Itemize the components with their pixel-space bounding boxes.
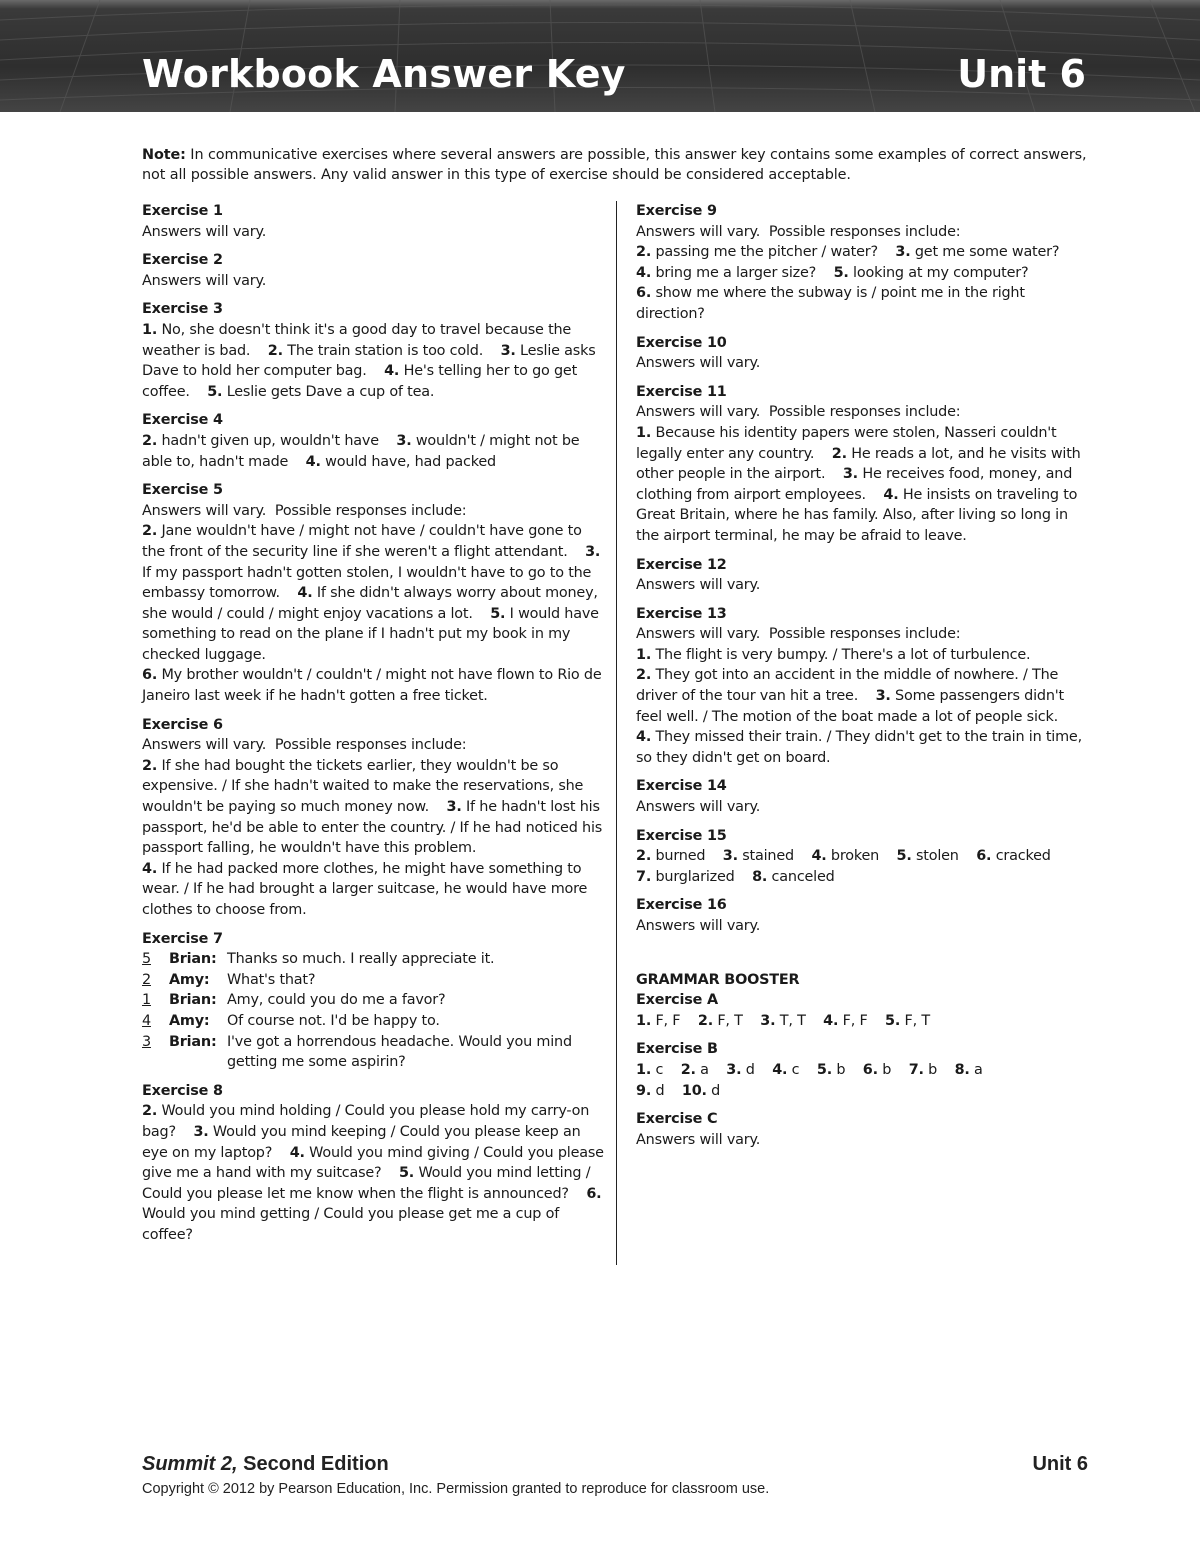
dialog-order-list xyxy=(142,949,604,1073)
answer-text: d xyxy=(706,1082,721,1099)
answer-text: Answers will vary. xyxy=(142,272,267,289)
answer-text: F, F xyxy=(651,1012,698,1029)
item-number: 2. xyxy=(636,244,652,261)
item-number: 1. xyxy=(142,321,158,338)
page-title: Workbook Answer Key xyxy=(142,52,626,96)
answer-text: If he had packed more clothes, he might have something to wear. / If he had brought a larger suitcase, he would have more clothes to choose from. xyxy=(142,860,592,918)
answer-text: Would you mind giving / Could you please give me a hand with my suitcase? xyxy=(142,1144,609,1182)
note-label: Note: xyxy=(142,147,186,163)
dialog-order-number: 1 xyxy=(142,992,151,1009)
exercise-block xyxy=(142,410,604,472)
footer-unit: Unit 6 xyxy=(1032,1453,1088,1475)
exercise-block xyxy=(636,895,1092,936)
answer-text: T, T xyxy=(775,1012,824,1029)
answer-paragraph xyxy=(636,1060,1092,1081)
exercise-title: Exercise 14 xyxy=(636,778,727,795)
answer-paragraph xyxy=(636,1081,1092,1102)
item-number: 6. xyxy=(586,1185,602,1202)
exercise-title: Exercise 2 xyxy=(142,252,223,269)
left-column xyxy=(142,201,609,1254)
item-number: 6. xyxy=(636,285,652,302)
unit-label: Unit 6 xyxy=(957,52,1086,96)
answer-text: d xyxy=(741,1061,773,1078)
item-number: 2. xyxy=(831,445,847,462)
item-number: 4. xyxy=(297,585,313,602)
item-number: 4. xyxy=(823,1012,839,1029)
answer-text: c xyxy=(651,1061,681,1078)
answer-paragraph xyxy=(142,320,604,402)
item-number: 3. xyxy=(842,466,858,483)
exercise-block xyxy=(636,333,1092,374)
answer-text: They got into an accident in the middle of nowhere. / The driver of the tour van hit a tree. xyxy=(636,667,1063,705)
item-number: 3. xyxy=(722,848,738,865)
answer-text: get me some water? xyxy=(910,244,1060,261)
item-number: 2. xyxy=(697,1012,713,1029)
answer-text: He's telling her to go get coffee. xyxy=(142,363,582,400)
answer-text: bring me a larger size? xyxy=(651,264,834,281)
exercise-answers xyxy=(142,320,604,402)
grammar-booster-heading: GRAMMAR BOOSTER xyxy=(636,971,800,988)
item-number: 2. xyxy=(142,757,158,774)
item-number: 10. xyxy=(681,1082,707,1099)
answer-paragraph xyxy=(636,846,1092,867)
answer-paragraph xyxy=(142,222,604,243)
exercise-answers xyxy=(636,1060,1092,1101)
answer-text: No, she doesn't think it's a good day to travel because the weather is bad. xyxy=(142,321,576,359)
exercise-answers xyxy=(636,916,1092,937)
exercise-answers xyxy=(142,271,604,292)
exercise-block xyxy=(636,990,1092,1031)
exercise-title: Exercise 13 xyxy=(636,605,727,622)
answer-text: burned xyxy=(651,848,723,865)
note-text: In communicative exercises where several answers are possible, this answer key contains some examples of correct answers, not all possible answers. Any valid answer in this type of exercise should be considered acceptable. xyxy=(142,147,1087,183)
answer-text: d xyxy=(651,1082,682,1099)
item-number: 5. xyxy=(885,1012,901,1029)
answer-paragraph xyxy=(636,1011,1092,1032)
item-number: 4. xyxy=(384,363,400,380)
exercise-answers xyxy=(636,353,1092,374)
exercise-title: Exercise 4 xyxy=(142,412,223,429)
exercise-answers xyxy=(636,1011,1092,1032)
exercise-title: Exercise 10 xyxy=(636,334,727,351)
dialog-speaker: Brian: xyxy=(169,992,217,1009)
exercise-block xyxy=(636,604,1092,769)
exercise-block xyxy=(142,715,607,921)
answer-text: If she had bought the tickets earlier, they wouldn't be so expensive. / If she hadn't waited to make the reservations, she wouldn't be paying so much money now. xyxy=(142,757,588,816)
answer-text: If he hadn't lost his passport, he'd be able to enter the country. / If he had noticed his passport falling, he wouldn't have this problem. xyxy=(142,799,607,857)
item-number: 2. xyxy=(636,667,652,684)
dialog-line: Of course not. I'd be happy to. xyxy=(227,1012,440,1029)
answer-text: b xyxy=(877,1061,909,1078)
answer-text: stolen xyxy=(911,848,977,865)
dialog-order-number: 4 xyxy=(142,1012,151,1029)
item-number: 3. xyxy=(585,543,601,560)
answer-text: Because his identity papers were stolen, Nasseri couldn't legally enter any country. xyxy=(636,424,1061,462)
answer-paragraph xyxy=(636,283,1092,324)
answer-paragraph xyxy=(636,222,1092,243)
answer-text: hadn't given up, wouldn't have xyxy=(157,432,397,449)
exercise-block xyxy=(142,929,604,1073)
exercise-block xyxy=(142,201,604,242)
exercise-answers xyxy=(636,846,1092,887)
item-number: 5. xyxy=(833,264,849,281)
exercise-answers xyxy=(142,1101,609,1245)
exercise-title: Exercise B xyxy=(636,1041,718,1058)
item-number: 3. xyxy=(760,1012,776,1029)
answer-text: Answers will vary. xyxy=(142,223,267,240)
answer-text: Some passengers didn't feel well. / The motion of the boat made a lot of people sick. xyxy=(636,688,1069,725)
answer-text: My brother wouldn't / couldn't / might not have flown to Rio de Janeiro last week if he hadn't gotten a free ticket. xyxy=(142,667,606,705)
column-divider xyxy=(616,201,617,1265)
item-number: 5. xyxy=(490,605,506,622)
item-number: 9. xyxy=(636,1082,652,1099)
exercise-title: Exercise 8 xyxy=(142,1082,223,1099)
answer-text: would have, had packed xyxy=(320,453,496,470)
item-number: 2. xyxy=(142,523,158,540)
answer-text: c xyxy=(787,1061,817,1078)
answer-paragraph xyxy=(142,1101,609,1245)
header-banner xyxy=(0,0,1200,112)
item-number: 8. xyxy=(954,1061,970,1078)
answer-text: Answers will vary. xyxy=(636,355,761,372)
answer-paragraph xyxy=(636,916,1092,937)
answer-paragraph xyxy=(636,353,1092,374)
answer-text: Would you mind holding / Could you please hold my carry-on bag? xyxy=(142,1103,594,1140)
exercise-answers xyxy=(142,431,604,472)
item-number: 2. xyxy=(636,848,652,865)
answer-text: Answers will vary. Possible responses include: xyxy=(142,502,467,519)
exercise-title: Exercise 11 xyxy=(636,383,727,400)
item-number: 2. xyxy=(680,1061,696,1078)
answer-paragraph xyxy=(636,402,1092,423)
exercise-block xyxy=(142,1081,609,1246)
item-number: 1. xyxy=(636,1012,652,1029)
exercise-answers xyxy=(142,222,604,243)
item-number: 3. xyxy=(396,432,412,449)
answer-text: If she didn't always worry about money, she would / could / might enjoy vacations a lot. xyxy=(142,585,603,622)
exercise-title: Exercise 12 xyxy=(636,556,727,573)
answer-text: Answers will vary. xyxy=(636,1131,761,1148)
exercise-block xyxy=(142,250,604,291)
item-number: 2. xyxy=(142,1103,158,1120)
answer-text: He receives food, money, and clothing from airport employees. xyxy=(636,466,1077,503)
dialog-order-number: 3 xyxy=(142,1033,151,1050)
answer-text: Answers will vary. xyxy=(636,918,761,934)
answer-paragraph xyxy=(142,859,604,921)
item-number: 3. xyxy=(726,1061,742,1078)
exercise-answers xyxy=(636,222,1092,325)
answer-paragraph xyxy=(636,645,1092,666)
answer-paragraph xyxy=(142,431,604,472)
exercise-answers xyxy=(142,501,604,707)
exercise-block xyxy=(142,480,604,707)
answer-text: a xyxy=(969,1061,983,1078)
item-number: 1. xyxy=(636,1061,652,1078)
answer-text: The flight is very bumpy. / There's a lot of turbulence. xyxy=(651,646,1031,663)
item-number: 4. xyxy=(772,1061,788,1078)
exercise-title: Exercise 7 xyxy=(142,930,223,947)
dialog-speaker: Amy: xyxy=(169,1012,210,1029)
exercise-block xyxy=(142,299,604,402)
item-number: 3. xyxy=(193,1123,209,1140)
item-number: 3. xyxy=(446,799,462,816)
answer-text: passing me the pitcher / water? xyxy=(651,244,896,261)
exercise-block xyxy=(636,826,1092,888)
item-number: 6. xyxy=(862,1061,878,1078)
answer-text: They missed their train. / They didn't get to the train in time, so they didn't get on board. xyxy=(636,729,1087,766)
answer-text: a xyxy=(695,1061,727,1078)
answer-text: Would you mind keeping / Could you please keep an eye on my laptop? xyxy=(142,1123,585,1161)
item-number: 4. xyxy=(811,848,827,865)
exercise-title: Exercise 9 xyxy=(636,203,717,219)
item-number: 6. xyxy=(976,848,992,865)
answer-text: Would you mind letting / Could you please let me know when the flight is announced? xyxy=(142,1165,595,1202)
exercise-answers xyxy=(636,402,1092,546)
dialog-speaker: Brian: xyxy=(169,951,217,968)
item-number: 5. xyxy=(207,383,223,400)
exercise-title: Exercise 5 xyxy=(142,482,223,499)
answer-text: looking at my computer? xyxy=(848,264,1029,281)
answer-text: cracked xyxy=(991,848,1051,865)
answer-text: Leslie gets Dave a cup of tea. xyxy=(222,383,435,400)
answer-text: Jane wouldn't have / might not have / couldn't have gone to the front of the security line if she weren't a flight attendant. xyxy=(142,523,587,560)
dialog-speaker: Brian: xyxy=(169,1033,217,1050)
exercise-title: Exercise 1 xyxy=(142,203,223,219)
answer-paragraph xyxy=(636,242,1092,263)
exercise-block xyxy=(636,1039,1092,1101)
exercise-block xyxy=(636,555,1092,596)
answer-text: If my passport hadn't gotten stolen, I wouldn't have to go to the embassy tomorrow. xyxy=(142,543,605,602)
exercise-block xyxy=(636,382,1092,547)
answer-paragraph xyxy=(636,624,1092,645)
book-name: Summit 2, xyxy=(142,1453,238,1475)
exercise-title: Exercise 6 xyxy=(142,716,223,733)
copyright-text: Copyright © 2012 by Pearson Education, Inc. Permission granted to reproduce for classroom use. xyxy=(142,1481,770,1497)
dialog-line: Amy, could you do me a favor? xyxy=(227,992,446,1009)
item-number: 3. xyxy=(875,688,891,705)
item-number: 6. xyxy=(142,667,158,684)
answer-text: wouldn't / might not be able to, hadn't made xyxy=(142,432,584,470)
dialog-line: What's that? xyxy=(227,971,316,988)
answer-text: He insists on traveling to Great Britain, where he has family. Also, after living so long in the airport terminal, he may be afraid to leave. xyxy=(636,486,1082,544)
answer-text: b xyxy=(831,1061,863,1078)
item-number: 5. xyxy=(398,1165,415,1182)
answer-paragraph xyxy=(142,665,604,706)
item-number: 4. xyxy=(305,453,321,470)
answer-paragraph xyxy=(636,263,1092,284)
item-number: 3. xyxy=(895,244,911,261)
answer-text: F, F xyxy=(838,1012,886,1029)
answer-text: stained xyxy=(737,848,812,865)
exercise-title: Exercise C xyxy=(636,1111,718,1128)
exercise-title: Exercise 15 xyxy=(636,827,727,844)
answer-text: I would have something to read on the plane if I hadn't put my book in my checked luggage. xyxy=(142,605,604,663)
dialog-line: Thanks so much. I really appreciate it. xyxy=(227,951,495,968)
exercise-title: Exercise A xyxy=(636,992,718,1009)
item-number: 8. xyxy=(752,868,768,885)
item-number: 3. xyxy=(500,342,516,359)
right-column-exercises xyxy=(636,201,1092,937)
answer-paragraph xyxy=(636,423,1092,547)
footer-book-title xyxy=(142,1453,389,1476)
answer-text: Would you mind getting / Could you please get me a cup of coffee? xyxy=(142,1185,606,1243)
answer-paragraph xyxy=(142,735,604,756)
answer-text: Answers will vary. xyxy=(636,799,761,816)
dialog-speaker: Amy: xyxy=(169,971,210,988)
item-number: 2. xyxy=(267,342,283,359)
item-number: 1. xyxy=(636,424,652,441)
exercise-answers xyxy=(142,735,607,920)
item-number: 4. xyxy=(142,860,158,877)
answer-paragraph xyxy=(142,521,604,665)
exercise-block xyxy=(636,776,1092,817)
item-number: 5. xyxy=(896,848,912,865)
exercise-answers xyxy=(636,797,1092,818)
answer-paragraph xyxy=(142,756,607,859)
answer-text: Answers will vary. Possible responses include: xyxy=(636,223,961,240)
exercise-answers xyxy=(636,575,1092,596)
answer-paragraph xyxy=(636,665,1092,727)
answer-text: He reads a lot, and he visits with other people in the airport. xyxy=(636,445,1085,483)
answer-paragraph xyxy=(636,575,1092,596)
dialog-order-number: 5 xyxy=(142,951,151,968)
answer-paragraph xyxy=(636,867,1092,888)
answer-text: broken xyxy=(826,848,897,865)
item-number: 4. xyxy=(636,729,652,746)
answer-text: F, T xyxy=(712,1012,761,1029)
book-edition: Second Edition xyxy=(237,1453,389,1475)
answer-paragraph xyxy=(142,271,604,292)
grammar-booster-exercises xyxy=(636,990,1092,1150)
answer-paragraph xyxy=(636,1130,1092,1151)
item-number: 7. xyxy=(908,1061,924,1078)
answer-text: Leslie asks Dave to hold her computer bag. xyxy=(142,342,600,380)
item-number: 2. xyxy=(142,432,158,449)
item-number: 4. xyxy=(636,264,652,281)
exercise-answers xyxy=(636,624,1092,768)
answer-text: F, T xyxy=(900,1012,930,1029)
item-number: 7. xyxy=(636,868,652,885)
answer-text: Answers will vary. Possible responses include: xyxy=(636,626,961,643)
item-number: 4. xyxy=(289,1144,305,1161)
right-column xyxy=(636,201,1092,1158)
answer-text: The train station is too cold. xyxy=(282,342,501,359)
answer-text: canceled xyxy=(767,868,835,885)
answer-text: Answers will vary. xyxy=(636,577,761,594)
exercise-block xyxy=(636,201,1092,325)
item-number: 5. xyxy=(816,1061,832,1078)
answer-paragraph xyxy=(142,501,604,522)
answer-text: show me where the subway is / point me in the right direction? xyxy=(636,285,1030,322)
answer-paragraph xyxy=(636,797,1092,818)
item-number: 4. xyxy=(883,486,899,503)
dialog-line: I've got a horrendous headache. Would you mind getting me some aspirin? xyxy=(227,1033,572,1071)
answer-text: b xyxy=(923,1061,955,1078)
dialog-order-number: 2 xyxy=(142,971,151,988)
exercise-block xyxy=(636,1109,1092,1150)
note-paragraph xyxy=(142,145,1092,185)
answer-paragraph xyxy=(636,727,1092,768)
answer-text: Answers will vary. Possible responses include: xyxy=(636,404,961,421)
exercise-title: Exercise 3 xyxy=(142,301,223,318)
exercise-title: Exercise 16 xyxy=(636,897,727,914)
exercise-answers xyxy=(636,1130,1092,1151)
answer-text: burglarized xyxy=(651,868,753,885)
answer-text: Answers will vary. Possible responses include: xyxy=(142,737,467,754)
item-number: 1. xyxy=(636,646,652,663)
